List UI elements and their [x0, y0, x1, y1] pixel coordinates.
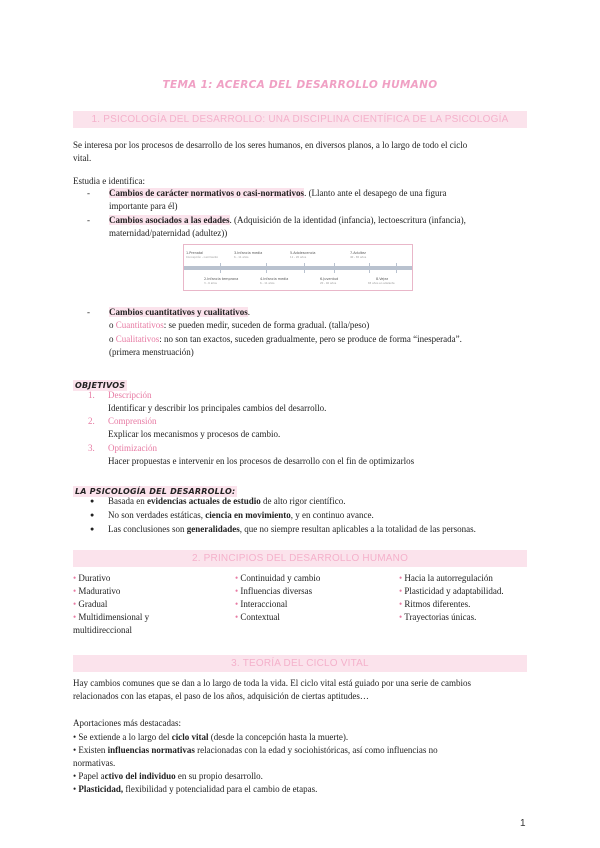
bullet-item: ● No son verdades estáticas, ciencia en movimiento, y en continuo avance.: [90, 510, 374, 520]
stage-label: 2.Infancia temprana: [204, 277, 239, 281]
stage-label: 8.Vejez: [376, 277, 389, 281]
stage-label: 4.Infancia media: [260, 277, 289, 281]
bullet-item: ● Las conclusiones son generalidades, que no siempre resultan aplicables a la totalidad de las personas.: [90, 524, 476, 534]
list-item: - Cambios de carácter normativos o casi-normativos. (Llanto ante el desapego de una figura importante para él): [87, 188, 447, 211]
aportaciones-label: Aportaciones más destacadas:: [73, 718, 181, 728]
stage-range: 6 - 11 años: [260, 282, 275, 285]
timeline-bar: [184, 266, 412, 270]
principle-item: • Continuidad y cambio: [235, 573, 321, 583]
psicologia-heading: LA PSICOLOGÍA DEL DESARROLLO:: [75, 487, 236, 496]
stage-label: 1.Prenatal: [186, 251, 204, 255]
document-title: TEMA 1: ACERCA DEL DESARROLLO HUMANO: [162, 79, 438, 91]
list-item: - Cambios asociados a las edades. (Adquisición de la identidad (infancia), lectoescritura (infancia), maternidad/paternidad (adultez)): [87, 215, 466, 238]
highlight-text: Cambios cuantitativos y cualitativos: [109, 307, 248, 317]
stage-label: 7.Adultez: [350, 251, 366, 255]
page-number: 1: [520, 818, 526, 829]
section-2-heading: 2. PRINCIPIOS DEL DESARROLLO HUMANO: [73, 550, 527, 567]
stage-label: 5.Adolescencia: [290, 251, 316, 255]
principle-item: • Hacia la autorregulación: [399, 573, 493, 583]
principle-item: • Ritmos diferentes.: [399, 599, 471, 609]
stage-range: 40 - 65 años: [350, 256, 367, 259]
intro-line-1: Se interesa por los procesos de desarrollo de los seres humanos, en diversos planos, a lo largo de todo el ciclo: [73, 140, 468, 150]
principle-item: • Contextual: [235, 612, 280, 622]
intro-line-2: vital.: [73, 153, 92, 163]
objective-item: 2. Comprensión Explicar los mecanismos y procesos de cambio.: [88, 416, 281, 439]
studies-label: Estudia e identifica:: [73, 176, 145, 186]
principle-item: • Madurativo: [73, 586, 121, 596]
contribution-item: • Papel activo del individuo en su propio desarrollo.: [73, 771, 263, 781]
contribution-item: • Existen influencias normativas relacionadas con la edad y sociohistóricas, así como influencias no: [73, 745, 438, 755]
principle-item: • Interaccional: [235, 599, 288, 609]
quantitative-item: o Cuantitativos: se pueden medir, suceden de forma gradual. (talla/peso): [109, 320, 370, 330]
principle-item: • Trayectorias únicas.: [399, 612, 477, 622]
stage-range: 3 - 6 años: [204, 282, 217, 285]
highlight-text: Cambios de carácter normativos o casi-normativos: [109, 188, 305, 198]
section-3-heading: 3. TEORÍA DEL CICLO VITAL: [73, 655, 527, 672]
principle-item: • Influencias diversas: [235, 586, 313, 596]
section-1-heading: 1. PSICOLOGÍA DEL DESARROLLO: UNA DISCIPLINA CIENTÍFICA DE LA PSICOLOGÍA: [73, 111, 527, 128]
contribution-item: • Plasticidad, flexibilidad y potencialidad para el cambio de etapas.: [73, 784, 318, 794]
objetivos-heading: OBJETIVOS: [75, 381, 126, 390]
objective-item: 1. Descripción Identificar y describir los principales cambios del desarrollo.: [88, 390, 327, 413]
section-1-intro: [73, 139, 533, 165]
stage-label: 3.Infancia media: [234, 251, 263, 255]
stage-range: 11 - 20 años: [290, 256, 307, 259]
qualitative-item: o Cualitativos: no son tan exactos, suceden gradualmente, pero se produce de forma “inesperada”. (primera menstruación): [109, 334, 462, 357]
principles-column-3: [399, 572, 539, 624]
contribution-item: • Se extiende a lo largo del ciclo vital (desde la concepción hasta la muerte).: [73, 732, 349, 742]
principle-item: • Multidimensional y: [73, 612, 150, 622]
stage-range: 6 - 11 años: [234, 256, 249, 259]
section-3-intro: Hay cambios comunes que se dan a lo largo de toda la vida. El ciclo vital está guiado por una serie de cambios relacionados con las etapas, el paso de los años, adquisición de ciertas aptitudes…: [73, 678, 471, 701]
principles-column-1: [73, 572, 233, 637]
stage-range: 65 años en adelante: [368, 282, 395, 285]
contributions-list: • Se extiende a lo largo del ciclo vital (desde la concepción hasta la muerte). • Existen influencias normativas relacionadas con la edad y sociohistóricas, así como influencias no normativas. • Papel activo del individuo en su propio desarrollo. • Plasticidad, flexibilidad y potencialidad para el cambio de etapas.: [73, 731, 533, 796]
principle-item-continued: multidireccional: [73, 625, 132, 635]
principle-item: • Gradual: [73, 599, 108, 609]
life-stages-timeline: [183, 244, 413, 291]
list-item: - Cambios cuantitativos y cualitativos.: [87, 307, 251, 317]
highlight-text: Cambios asociados a las edades: [109, 215, 230, 225]
bullet-item: ● Basada en evidencias actuales de estudio de alto rigor científico.: [90, 496, 346, 506]
stage-range: 20 - 40 años: [320, 282, 337, 285]
stage-label: 6.Juventud: [320, 277, 339, 281]
principle-item: • Plasticidad y adaptabilidad.: [399, 586, 504, 596]
stage-range: Concepción - nacimiento: [186, 256, 219, 259]
principle-item: • Durativo: [73, 573, 111, 583]
principles-column-2: [235, 572, 395, 624]
objective-item: 3. Optimización Hacer propuestas e intervenir en los procesos de desarrollo con el fin de optimizarlos: [88, 443, 415, 466]
